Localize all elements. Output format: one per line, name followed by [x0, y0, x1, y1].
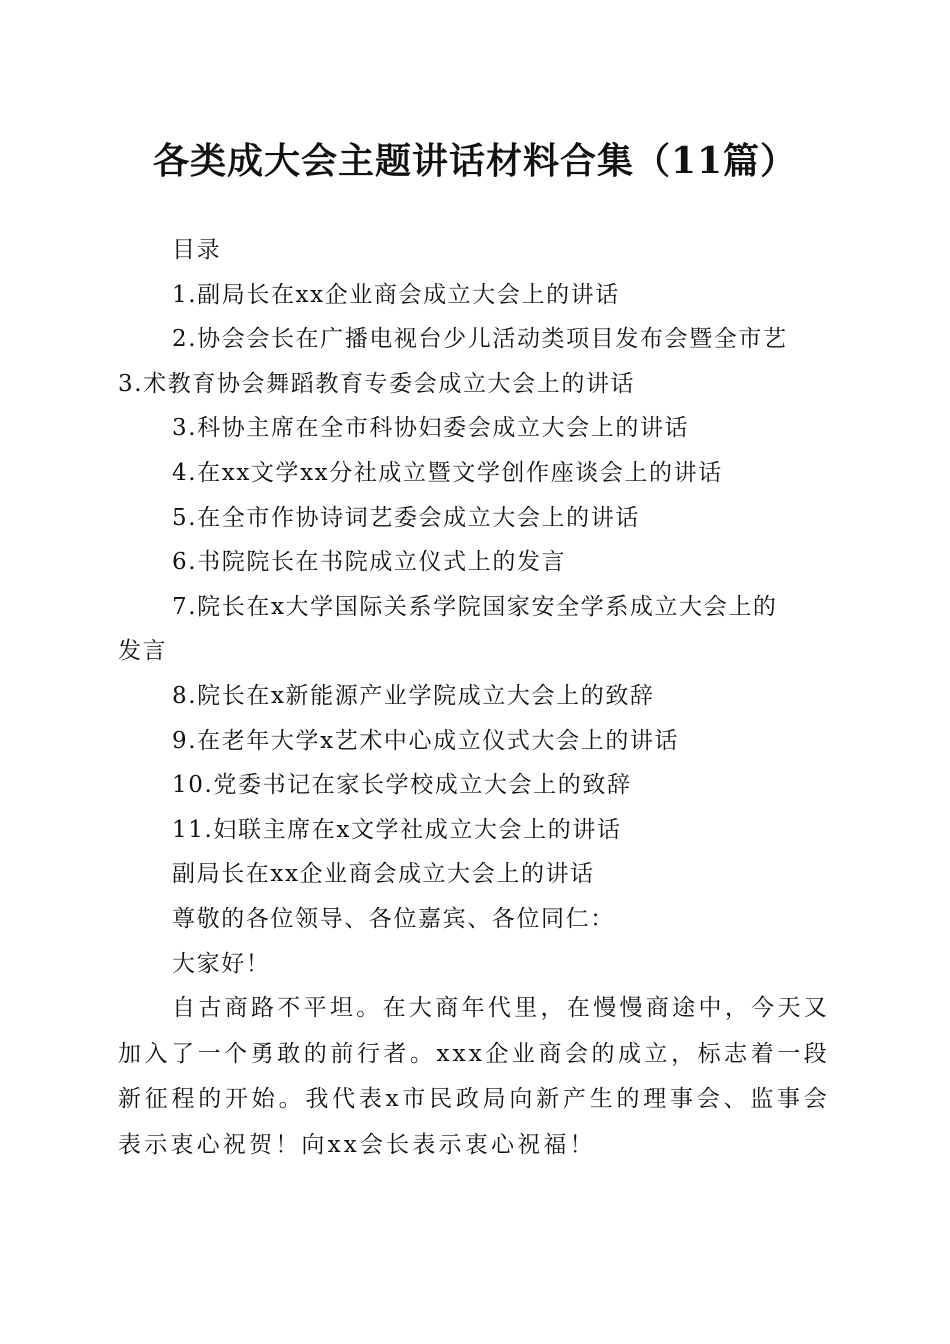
- toc-item: 6.书院院长在书院成立仪式上的发言: [172, 549, 567, 576]
- body-paragraph: 自古商路不平坦。在大商年代里，在慢慢商途中，今天又加入了一个勇敢的前行者。xxx企业商会的成立，标志着一段新征程的开始。我代表x市民政局向新产生的理事会、监事会表示衷心祝贺！向xx会长表示衷心祝福！: [118, 995, 830, 1158]
- toc-item-continuation: 3.术教育协会舞蹈教育专委会成立大会上的讲话: [118, 370, 636, 397]
- toc-item: 11.妇联主席在x文学社成立大会上的讲话: [172, 816, 622, 843]
- document-title: 各类成大会主题讲话材料合集（11篇）: [152, 140, 798, 182]
- toc-item: 2.协会会长在广播电视台少儿活动类项目发布会暨全市艺: [172, 326, 788, 353]
- document-body: [118, 228, 830, 1168]
- toc-item: 4.在xx文学xx分社成立暨文学创作座谈会上的讲话: [172, 459, 723, 486]
- toc-item: 9.在老年大学x艺术中心成立仪式大会上的讲话: [172, 727, 680, 754]
- toc-item: 3.科协主席在全市科协妇委会成立大会上的讲话: [172, 415, 690, 442]
- salutation: 尊敬的各位领导、各位嘉宾、各位同仁：: [172, 905, 615, 932]
- toc-item: 1.副局长在xx企业商会成立大会上的讲话: [172, 281, 620, 308]
- toc-item-continuation: 发言: [118, 638, 168, 665]
- toc-item: 7.院长在x大学国际关系学院国家安全学系成立大会上的: [172, 593, 778, 620]
- greeting: 大家好！: [172, 950, 271, 977]
- toc-item: 5.在全市作协诗词艺委会成立大会上的讲话: [172, 504, 640, 531]
- toc-item: 10.党委书记在家长学校成立大会上的致辞: [172, 772, 632, 799]
- toc-item: 8.院长在x新能源产业学院成立大会上的致辞: [172, 682, 655, 709]
- toc-heading: 目录: [172, 237, 222, 263]
- section-heading: 副局长在xx企业商会成立大会上的讲话: [172, 861, 595, 888]
